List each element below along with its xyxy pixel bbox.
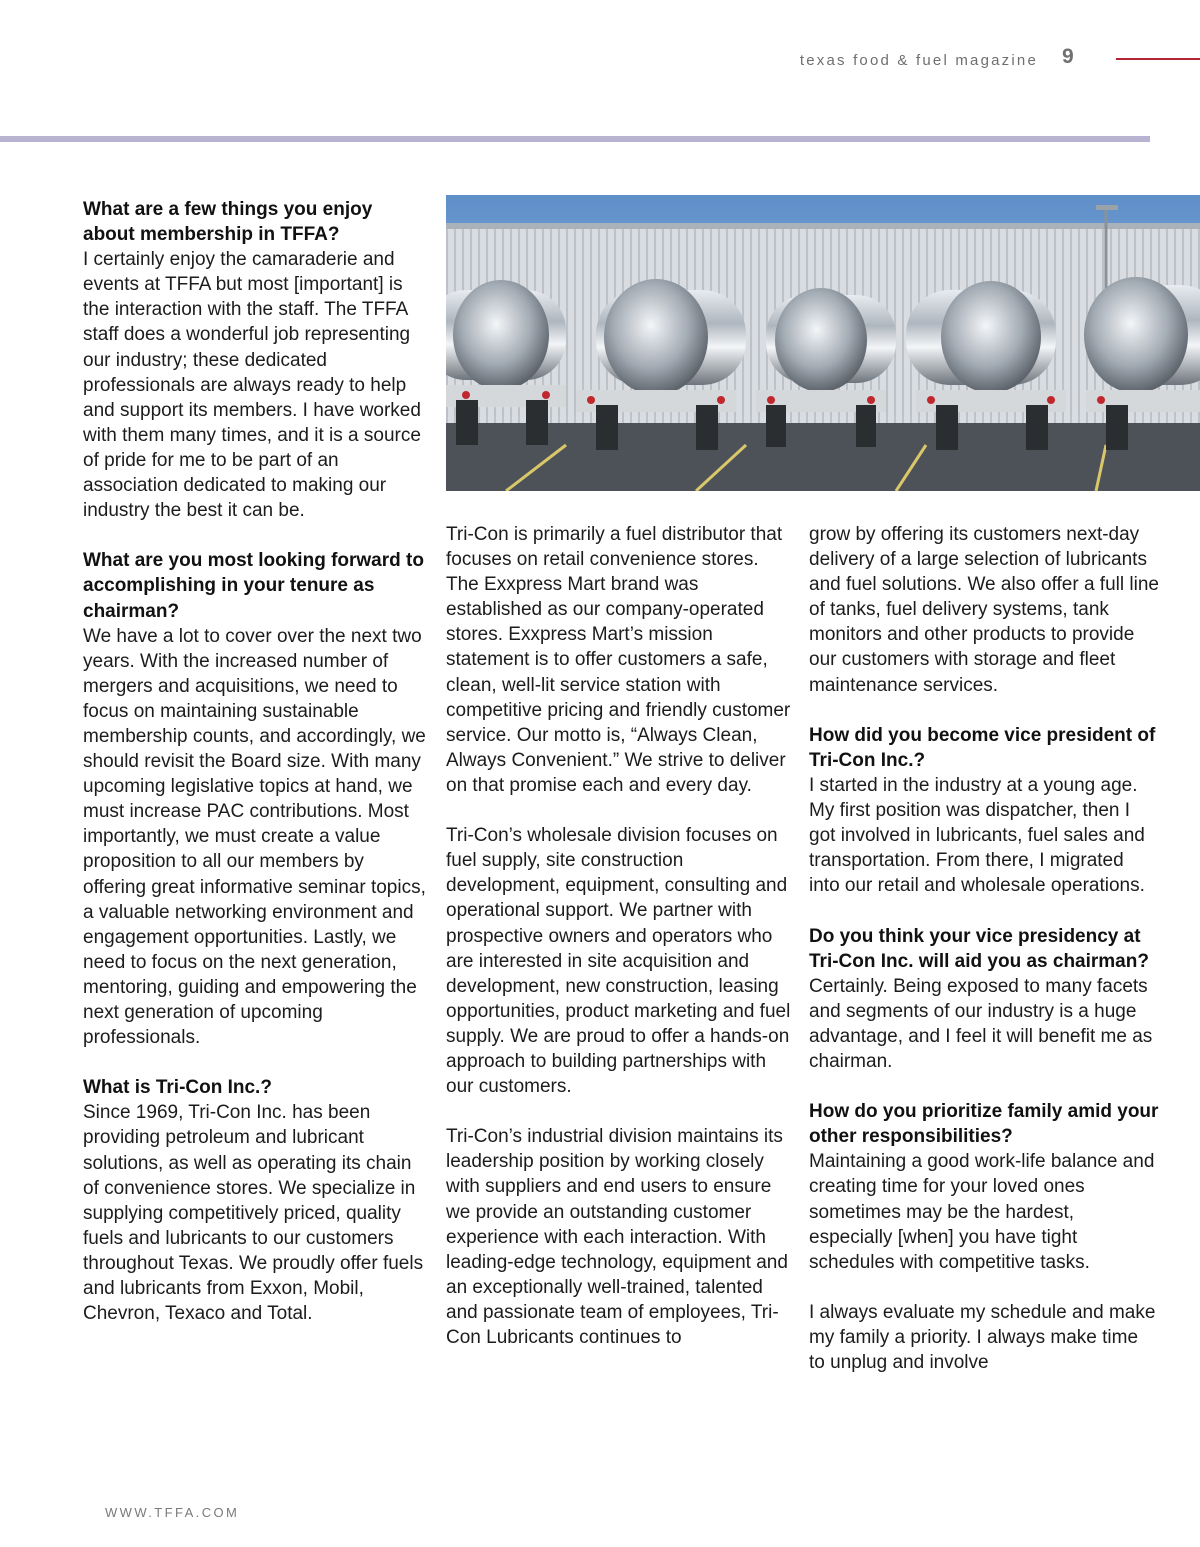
- column-1: [83, 197, 428, 1326]
- question-vice-president: How did you become vice president of Tri-Con Inc.?: [809, 724, 1156, 771]
- answer-membership: I certainly enjoy the camaraderie and events at TFFA but most [important] is the interaction with the staff. The TFFA staff does a wonderful job representing our industry; these dedicated professionals are always ready to help and support its members. I have worked with them many times, and it is a source of pride for me to be part of an association dedicated to making our industry the best it can be.: [83, 249, 421, 522]
- column-2: [446, 522, 796, 1350]
- answer-vice-presidency-aid: Certainly. Being exposed to many facets and segments of our industry is a huge advantage, and I feel it will benefit me as chairman.: [809, 975, 1153, 1072]
- page-number: 9: [1062, 45, 1074, 68]
- answer-what-is-tricon: Since 1969, Tri-Con Inc. has been providing petroleum and lubricant solutions, as well as operating its chain of convenience stores. We specialize in supplying competitively priced, quality fuels and lubricants to our customers throughout Texas. We proudly offer fuels and lubricants from Exxon, Mobil, Chevron, Texaco and Total.: [83, 1102, 424, 1325]
- header-accent-rule: [1116, 58, 1200, 60]
- question-tenure-goals: What are you most looking forward to accomplishing in your tenure as chairman?: [83, 550, 424, 622]
- tanker-trucks-photo: [446, 195, 1200, 491]
- answer-tenure-goals: We have a lot to cover over the next two years. With the increased number of mergers and acquisitions, we need to focus on maintaining sustainable membership counts, and accordingly, we should revisit the Board size. With many upcoming legislative topics at hand, we must increase PAC contributions. Most importantly, we must create a value proposition to all our members by offering great informative seminar topics, a valuable networking environment and engagement opportunities. Lastly, we need to focus on the next generation, mentoring, guiding and empowering the next generation of upcoming professionals.: [83, 625, 426, 1049]
- question-what-is-tricon: What is Tri-Con Inc.?: [83, 1077, 272, 1099]
- question-vice-presidency-aid: Do you think your vice presidency at Tri-Con Inc. will aid you as chairman?: [809, 925, 1149, 972]
- paragraph-retail: Tri-Con is primarily a fuel distributor that focuses on retail convenience stores. The Exxpress Mart brand was established as our company-operated stores. Exxpress Mart’s mission statement is to offer customers a safe, clean, well-lit service station with competitive pricing and friendly customer service. Our motto is, “Always Clean, Always Convenient.” We strive to deliver on that promise each and every day.: [446, 524, 791, 796]
- footer-url: WWW.TFFA.COM: [105, 1505, 240, 1520]
- paragraph-wholesale: Tri-Con’s wholesale division focuses on fuel supply, site construction development, equipment, consulting and operational support. We partner with prospective owners and operators who are interested in site acquisition and development, new construction, leasing opportunities, product marketing and fuel supply. We are proud to offer a hands-on approach to building partnerships with our customers.: [446, 825, 791, 1098]
- paragraph-lubricants: grow by offering its customers next-day delivery of a large selection of lubricants and fuel solutions. We also offer a full line of tanks, fuel delivery systems, tank monitors and other products to provide our customers with storage and fleet maintenance services.: [809, 524, 1159, 696]
- answer-family-continued: I always evaluate my schedule and make my family a priority. I always make time to unplug and involve: [809, 1301, 1156, 1374]
- section-divider-rule: [0, 136, 1150, 142]
- answer-family: Maintaining a good work-life balance and creating time for your loved ones sometimes may be the hardest, especially [when] you have tight schedules with competitive tasks.: [809, 1151, 1155, 1273]
- question-membership: What are a few things you enjoy about membership in TFFA?: [83, 199, 373, 246]
- column-3: [809, 522, 1159, 1375]
- paragraph-industrial: Tri-Con’s industrial division maintains its leadership position by working closely with suppliers and end users to ensure we provide an outstanding customer experience with each interaction. With leading-edge technology, equipment and an exceptionally well-trained, talented and passionate team of employees, Tri-Con Lubricants continues to: [446, 1126, 788, 1348]
- magazine-name: texas food & fuel magazine: [799, 52, 1038, 69]
- answer-vice-president: I started in the industry at a young age. My first position was dispatcher, then I got involved in lubricants, fuel sales and transportation. From there, I migrated into our retail and wholesale operations.: [809, 774, 1145, 897]
- question-family: How do you prioritize family amid your other responsibilities?: [809, 1101, 1159, 1148]
